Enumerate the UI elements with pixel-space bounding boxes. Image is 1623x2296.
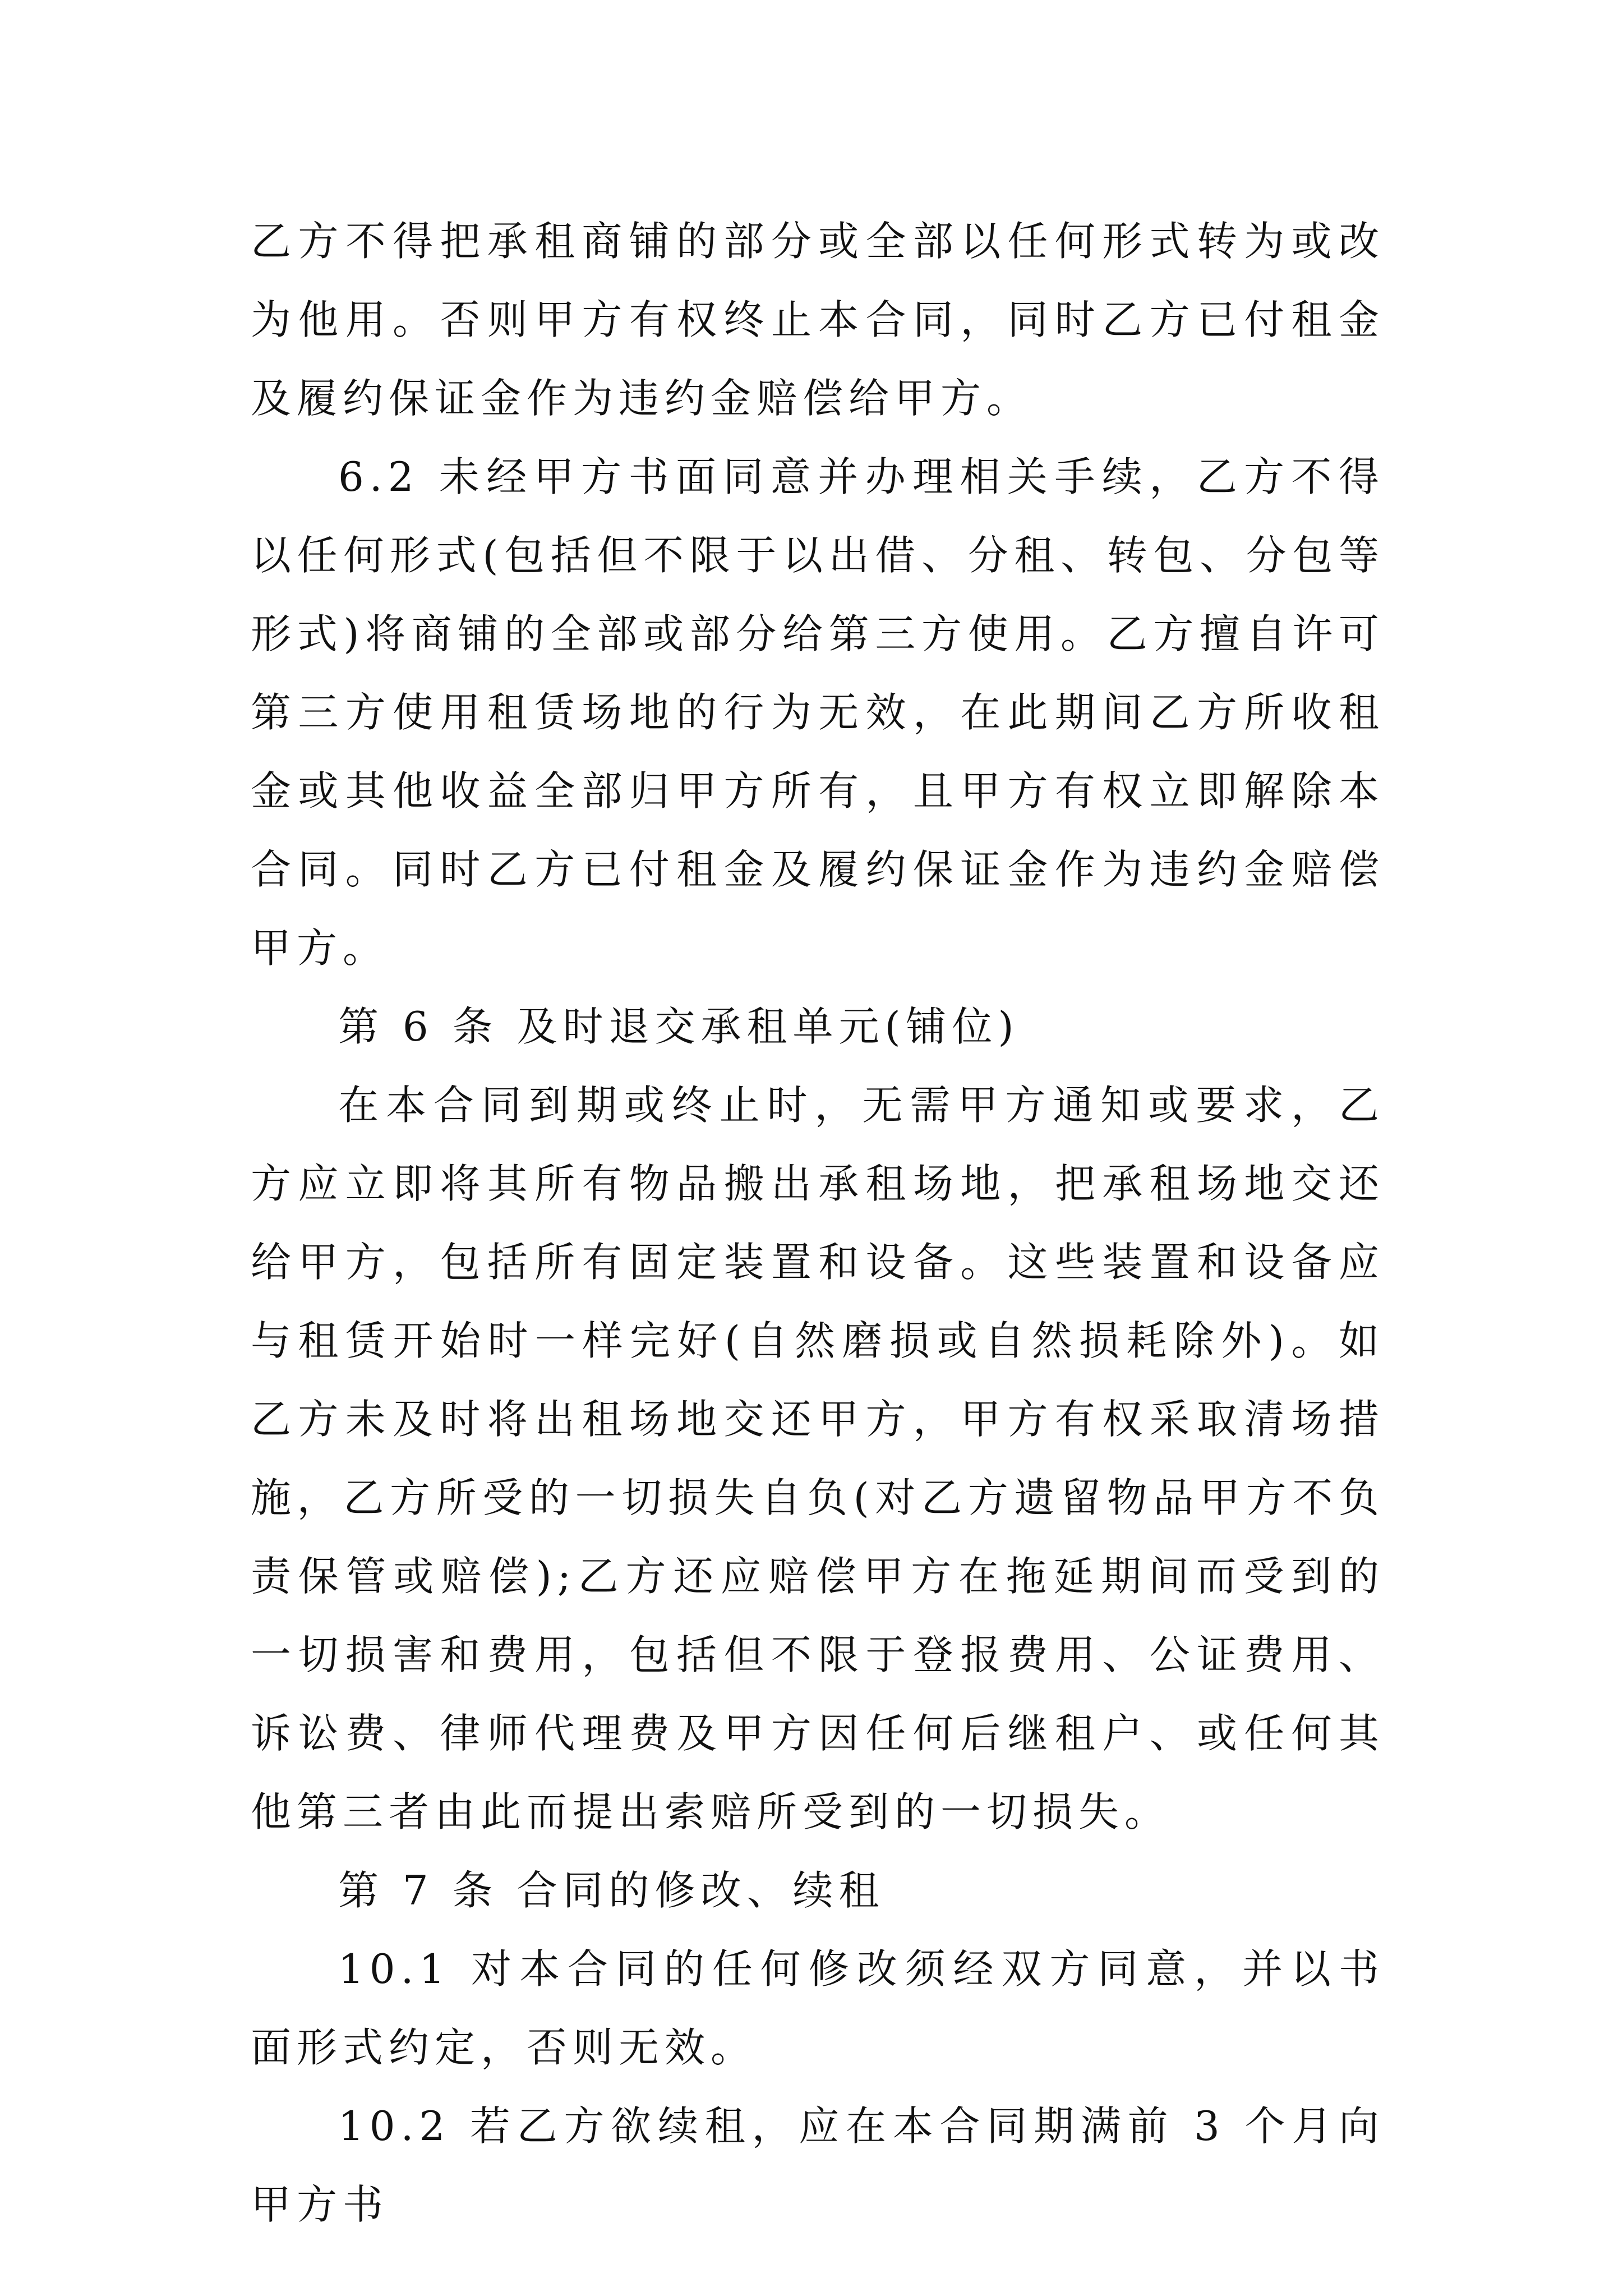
paragraph-clause-10-1: 10.1 对本合同的任何修改须经双方同意，并以书面形式约定，否则无效。 [251,1945,1385,2071]
paragraph-article-6-body: 在本合同到期或终止时，无需甲方通知或要求，乙方应立即将其所有物品搬出承租场地，把承租场地交还给甲方，包括所有固定装置和设备。这些装置和设备应与租赁开始时一样完好(自然磨损或自然损耗除外)。如乙方未及时将出租场地交还甲方，甲方有权采取清场措施，乙方所受的一切损失自负(对乙方遗留物品甲方不负责保管或赔偿);乙方还应赔偿甲方在拖延期间而受到的一切损害和费用，包括但不限于登报费用、公证费用、诉讼费、律师代理费及甲方因任何后继租户、或任何其他第三者由此而提出索赔所受到的一切损失。 [251,1082,1385,1835]
section-heading-article-7: 第 7 条 合同的修改、续租 [338,1867,885,1914]
paragraph-clause-10-2: 10.2 若乙方欲续租，应在本合同期满前 3 个月向甲方书 [251,2102,1385,2228]
section-heading-article-6: 第 6 条 及时退交承租单元(铺位) [338,1003,1020,1050]
document-body [251,202,1385,2244]
paragraph-continuation: 乙方不得把承租商铺的部分或全部以任何形式转为或改为他用。否则甲方有权终止本合同，同时乙方已付租金及履约保证金作为违约金赔偿给甲方。 [251,218,1385,422]
paragraph-clause-6-2: 6.2 未经甲方书面同意并办理相关手续，乙方不得以任何形式(包括但不限于以出借、分租、转包、分包等形式)将商铺的全部或部分给第三方使用。乙方擅自许可第三方使用租赁场地的行为无效，在此期间乙方所收租金或其他收益全部归甲方所有，且甲方有权立即解除本合同。同时乙方已付租金及履约保证金作为违约金赔偿甲方。 [251,453,1385,972]
